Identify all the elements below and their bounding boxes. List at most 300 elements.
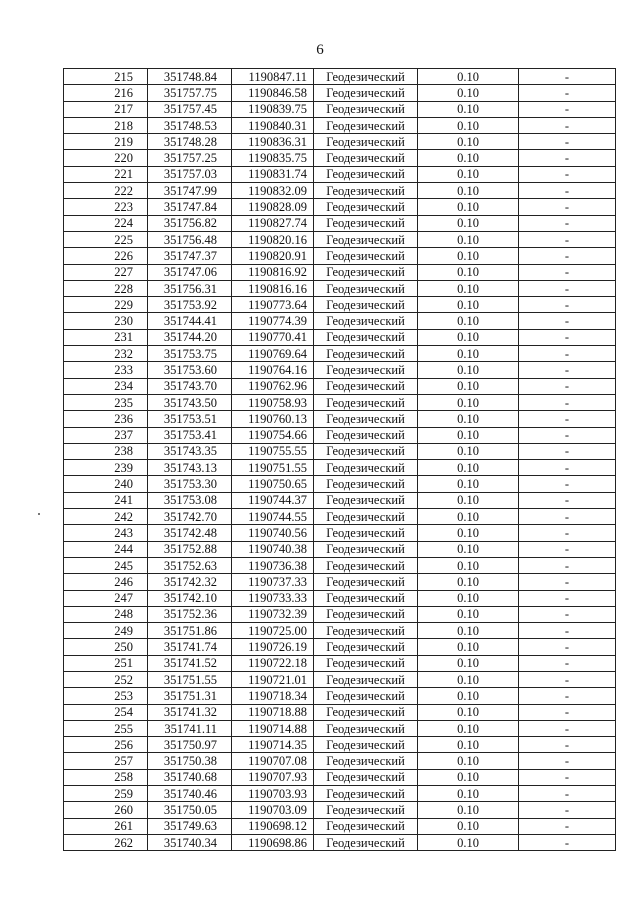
point-number-cell: 237	[64, 427, 148, 443]
accuracy-cell: 0.10	[418, 69, 519, 85]
table-row	[64, 590, 616, 606]
x-coordinate-cell: 351757.03	[148, 166, 232, 182]
accuracy-cell: 0.10	[418, 525, 519, 541]
method-cell: Геодезический	[314, 818, 418, 834]
x-coordinate-cell: 351747.99	[148, 183, 232, 199]
table-row	[64, 85, 616, 101]
table-row	[64, 248, 616, 264]
x-coordinate-cell: 351751.86	[148, 623, 232, 639]
accuracy-cell: 0.10	[418, 362, 519, 378]
y-coordinate-cell: 1190840.31	[232, 117, 314, 133]
x-coordinate-cell: 351740.68	[148, 769, 232, 785]
y-coordinate-cell: 1190764.16	[232, 362, 314, 378]
note-cell: -	[519, 574, 616, 590]
method-cell: Геодезический	[314, 134, 418, 150]
point-number-cell: 256	[64, 737, 148, 753]
accuracy-cell: 0.10	[418, 280, 519, 296]
point-number-cell: 236	[64, 411, 148, 427]
note-cell: -	[519, 134, 616, 150]
y-coordinate-cell: 1190714.35	[232, 737, 314, 753]
x-coordinate-cell: 351751.31	[148, 688, 232, 704]
accuracy-cell: 0.10	[418, 85, 519, 101]
y-coordinate-cell: 1190703.93	[232, 786, 314, 802]
accuracy-cell: 0.10	[418, 704, 519, 720]
y-coordinate-cell: 1190760.13	[232, 411, 314, 427]
y-coordinate-cell: 1190707.93	[232, 769, 314, 785]
x-coordinate-cell: 351743.50	[148, 394, 232, 410]
note-cell: -	[519, 264, 616, 280]
point-number-cell: 251	[64, 655, 148, 671]
x-coordinate-cell: 351740.34	[148, 834, 232, 850]
method-cell: Геодезический	[314, 802, 418, 818]
table-row	[64, 313, 616, 329]
point-number-cell: 243	[64, 525, 148, 541]
note-cell: -	[519, 329, 616, 345]
method-cell: Геодезический	[314, 427, 418, 443]
x-coordinate-cell: 351750.97	[148, 737, 232, 753]
y-coordinate-cell: 1190754.66	[232, 427, 314, 443]
y-coordinate-cell: 1190714.88	[232, 720, 314, 736]
method-cell: Геодезический	[314, 737, 418, 753]
x-coordinate-cell: 351741.74	[148, 639, 232, 655]
accuracy-cell: 0.10	[418, 297, 519, 313]
y-coordinate-cell: 1190762.96	[232, 378, 314, 394]
note-cell: -	[519, 541, 616, 557]
x-coordinate-cell: 351757.25	[148, 150, 232, 166]
method-cell: Геодезический	[314, 704, 418, 720]
accuracy-cell: 0.10	[418, 623, 519, 639]
point-number-cell: 227	[64, 264, 148, 280]
y-coordinate-cell: 1190835.75	[232, 150, 314, 166]
accuracy-cell: 0.10	[418, 590, 519, 606]
note-cell: -	[519, 460, 616, 476]
method-cell: Геодезический	[314, 769, 418, 785]
x-coordinate-cell: 351748.53	[148, 117, 232, 133]
note-cell: -	[519, 688, 616, 704]
y-coordinate-cell: 1190827.74	[232, 215, 314, 231]
note-cell: -	[519, 362, 616, 378]
point-number-cell: 244	[64, 541, 148, 557]
method-cell: Геодезический	[314, 541, 418, 557]
note-cell: -	[519, 378, 616, 394]
method-cell: Геодезический	[314, 623, 418, 639]
x-coordinate-cell: 351744.41	[148, 313, 232, 329]
point-number-cell: 261	[64, 818, 148, 834]
note-cell: -	[519, 818, 616, 834]
method-cell: Геодезический	[314, 199, 418, 215]
table-row	[64, 264, 616, 280]
method-cell: Геодезический	[314, 362, 418, 378]
table-row	[64, 134, 616, 150]
accuracy-cell: 0.10	[418, 411, 519, 427]
point-number-cell: 225	[64, 231, 148, 247]
note-cell: -	[519, 427, 616, 443]
note-cell: -	[519, 231, 616, 247]
point-number-cell: 253	[64, 688, 148, 704]
x-coordinate-cell: 351750.05	[148, 802, 232, 818]
point-number-cell: 232	[64, 346, 148, 362]
x-coordinate-cell: 351743.13	[148, 460, 232, 476]
note-cell: -	[519, 606, 616, 622]
point-number-cell: 229	[64, 297, 148, 313]
y-coordinate-cell: 1190721.01	[232, 671, 314, 687]
note-cell: -	[519, 280, 616, 296]
table-row	[64, 737, 616, 753]
y-coordinate-cell: 1190758.93	[232, 394, 314, 410]
accuracy-cell: 0.10	[418, 394, 519, 410]
table-row	[64, 199, 616, 215]
y-coordinate-cell: 1190832.09	[232, 183, 314, 199]
x-coordinate-cell: 351752.36	[148, 606, 232, 622]
point-number-cell: 235	[64, 394, 148, 410]
method-cell: Геодезический	[314, 590, 418, 606]
accuracy-cell: 0.10	[418, 183, 519, 199]
note-cell: -	[519, 509, 616, 525]
point-number-cell: 255	[64, 720, 148, 736]
point-number-cell: 223	[64, 199, 148, 215]
method-cell: Геодезический	[314, 720, 418, 736]
accuracy-cell: 0.10	[418, 574, 519, 590]
point-number-cell: 250	[64, 639, 148, 655]
point-number-cell: 258	[64, 769, 148, 785]
method-cell: Геодезический	[314, 394, 418, 410]
table-row	[64, 639, 616, 655]
method-cell: Геодезический	[314, 753, 418, 769]
x-coordinate-cell: 351753.51	[148, 411, 232, 427]
y-coordinate-cell: 1190846.58	[232, 85, 314, 101]
note-cell: -	[519, 476, 616, 492]
accuracy-cell: 0.10	[418, 834, 519, 850]
table-row	[64, 362, 616, 378]
table-row	[64, 655, 616, 671]
table-row	[64, 623, 616, 639]
scan-speck	[38, 513, 40, 515]
table-row	[64, 688, 616, 704]
note-cell: -	[519, 215, 616, 231]
table-row	[64, 117, 616, 133]
note-cell: -	[519, 183, 616, 199]
method-cell: Геодезический	[314, 248, 418, 264]
note-cell: -	[519, 557, 616, 573]
note-cell: -	[519, 720, 616, 736]
x-coordinate-cell: 351750.38	[148, 753, 232, 769]
x-coordinate-cell: 351753.92	[148, 297, 232, 313]
x-coordinate-cell: 351741.11	[148, 720, 232, 736]
note-cell: -	[519, 166, 616, 182]
note-cell: -	[519, 671, 616, 687]
note-cell: -	[519, 297, 616, 313]
x-coordinate-cell: 351757.75	[148, 85, 232, 101]
point-number-cell: 219	[64, 134, 148, 150]
point-number-cell: 233	[64, 362, 148, 378]
x-coordinate-cell: 351741.32	[148, 704, 232, 720]
point-number-cell: 222	[64, 183, 148, 199]
table-row	[64, 525, 616, 541]
y-coordinate-cell: 1190836.31	[232, 134, 314, 150]
method-cell: Геодезический	[314, 101, 418, 117]
table-row	[64, 183, 616, 199]
x-coordinate-cell: 351743.70	[148, 378, 232, 394]
note-cell: -	[519, 117, 616, 133]
note-cell: -	[519, 786, 616, 802]
point-number-cell: 226	[64, 248, 148, 264]
note-cell: -	[519, 525, 616, 541]
accuracy-cell: 0.10	[418, 671, 519, 687]
accuracy-cell: 0.10	[418, 460, 519, 476]
accuracy-cell: 0.10	[418, 769, 519, 785]
point-number-cell: 242	[64, 509, 148, 525]
method-cell: Геодезический	[314, 166, 418, 182]
note-cell: -	[519, 69, 616, 85]
point-number-cell: 257	[64, 753, 148, 769]
x-coordinate-cell: 351756.48	[148, 231, 232, 247]
table-row	[64, 574, 616, 590]
accuracy-cell: 0.10	[418, 215, 519, 231]
y-coordinate-cell: 1190722.18	[232, 655, 314, 671]
accuracy-cell: 0.10	[418, 231, 519, 247]
table-row	[64, 101, 616, 117]
x-coordinate-cell: 351753.75	[148, 346, 232, 362]
y-coordinate-cell: 1190737.33	[232, 574, 314, 590]
accuracy-cell: 0.10	[418, 264, 519, 280]
x-coordinate-cell: 351748.28	[148, 134, 232, 150]
x-coordinate-cell: 351753.08	[148, 492, 232, 508]
accuracy-cell: 0.10	[418, 166, 519, 182]
method-cell: Геодезический	[314, 378, 418, 394]
method-cell: Геодезический	[314, 639, 418, 655]
note-cell: -	[519, 704, 616, 720]
x-coordinate-cell: 351753.60	[148, 362, 232, 378]
y-coordinate-cell: 1190736.38	[232, 557, 314, 573]
y-coordinate-cell: 1190847.11	[232, 69, 314, 85]
x-coordinate-cell: 351740.46	[148, 786, 232, 802]
point-number-cell: 249	[64, 623, 148, 639]
table-row	[64, 720, 616, 736]
table-row	[64, 280, 616, 296]
y-coordinate-cell: 1190839.75	[232, 101, 314, 117]
y-coordinate-cell: 1190698.12	[232, 818, 314, 834]
note-cell: -	[519, 753, 616, 769]
note-cell: -	[519, 769, 616, 785]
x-coordinate-cell: 351744.20	[148, 329, 232, 345]
method-cell: Геодезический	[314, 834, 418, 850]
table-row	[64, 411, 616, 427]
page-number: 6	[316, 42, 324, 58]
y-coordinate-cell: 1190718.88	[232, 704, 314, 720]
y-coordinate-cell: 1190816.16	[232, 280, 314, 296]
accuracy-cell: 0.10	[418, 346, 519, 362]
method-cell: Геодезический	[314, 688, 418, 704]
x-coordinate-cell: 351742.48	[148, 525, 232, 541]
table-row	[64, 492, 616, 508]
point-number-cell: 234	[64, 378, 148, 394]
method-cell: Геодезический	[314, 557, 418, 573]
method-cell: Геодезический	[314, 786, 418, 802]
table-row	[64, 69, 616, 85]
accuracy-cell: 0.10	[418, 541, 519, 557]
table-row	[64, 346, 616, 362]
accuracy-cell: 0.10	[418, 134, 519, 150]
x-coordinate-cell: 351748.84	[148, 69, 232, 85]
x-coordinate-cell: 351757.45	[148, 101, 232, 117]
x-coordinate-cell: 351747.84	[148, 199, 232, 215]
table-row	[64, 753, 616, 769]
y-coordinate-cell: 1190726.19	[232, 639, 314, 655]
y-coordinate-cell: 1190750.65	[232, 476, 314, 492]
accuracy-cell: 0.10	[418, 199, 519, 215]
table-row	[64, 557, 616, 573]
note-cell: -	[519, 101, 616, 117]
accuracy-cell: 0.10	[418, 443, 519, 459]
table-row	[64, 150, 616, 166]
y-coordinate-cell: 1190732.39	[232, 606, 314, 622]
accuracy-cell: 0.10	[418, 509, 519, 525]
table-row	[64, 427, 616, 443]
point-number-cell: 216	[64, 85, 148, 101]
accuracy-cell: 0.10	[418, 313, 519, 329]
accuracy-cell: 0.10	[418, 101, 519, 117]
note-cell: -	[519, 655, 616, 671]
y-coordinate-cell: 1190703.09	[232, 802, 314, 818]
y-coordinate-cell: 1190707.08	[232, 753, 314, 769]
accuracy-cell: 0.10	[418, 720, 519, 736]
point-number-cell: 245	[64, 557, 148, 573]
y-coordinate-cell: 1190820.91	[232, 248, 314, 264]
y-coordinate-cell: 1190698.86	[232, 834, 314, 850]
x-coordinate-cell: 351742.32	[148, 574, 232, 590]
accuracy-cell: 0.10	[418, 639, 519, 655]
table-row	[64, 769, 616, 785]
table-row	[64, 443, 616, 459]
method-cell: Геодезический	[314, 280, 418, 296]
point-number-cell: 240	[64, 476, 148, 492]
y-coordinate-cell: 1190740.38	[232, 541, 314, 557]
y-coordinate-cell: 1190755.55	[232, 443, 314, 459]
note-cell: -	[519, 623, 616, 639]
method-cell: Геодезический	[314, 231, 418, 247]
y-coordinate-cell: 1190828.09	[232, 199, 314, 215]
table-row	[64, 704, 616, 720]
table-row	[64, 378, 616, 394]
point-number-cell: 228	[64, 280, 148, 296]
point-number-cell: 247	[64, 590, 148, 606]
method-cell: Геодезический	[314, 476, 418, 492]
accuracy-cell: 0.10	[418, 476, 519, 492]
table-row	[64, 394, 616, 410]
point-number-cell: 260	[64, 802, 148, 818]
method-cell: Геодезический	[314, 297, 418, 313]
y-coordinate-cell: 1190773.64	[232, 297, 314, 313]
x-coordinate-cell: 351743.35	[148, 443, 232, 459]
table-row	[64, 329, 616, 345]
point-number-cell: 238	[64, 443, 148, 459]
x-coordinate-cell: 351751.55	[148, 671, 232, 687]
note-cell: -	[519, 411, 616, 427]
accuracy-cell: 0.10	[418, 557, 519, 573]
accuracy-cell: 0.10	[418, 753, 519, 769]
point-number-cell: 248	[64, 606, 148, 622]
accuracy-cell: 0.10	[418, 655, 519, 671]
x-coordinate-cell: 351753.41	[148, 427, 232, 443]
method-cell: Геодезический	[314, 69, 418, 85]
method-cell: Геодезический	[314, 117, 418, 133]
method-cell: Геодезический	[314, 346, 418, 362]
x-coordinate-cell: 351747.37	[148, 248, 232, 264]
note-cell: -	[519, 737, 616, 753]
accuracy-cell: 0.10	[418, 248, 519, 264]
y-coordinate-cell: 1190725.00	[232, 623, 314, 639]
point-number-cell: 221	[64, 166, 148, 182]
accuracy-cell: 0.10	[418, 688, 519, 704]
method-cell: Геодезический	[314, 150, 418, 166]
method-cell: Геодезический	[314, 525, 418, 541]
y-coordinate-cell: 1190744.55	[232, 509, 314, 525]
method-cell: Геодезический	[314, 460, 418, 476]
y-coordinate-cell: 1190718.34	[232, 688, 314, 704]
method-cell: Геодезический	[314, 443, 418, 459]
table-row	[64, 297, 616, 313]
point-number-cell: 259	[64, 786, 148, 802]
y-coordinate-cell: 1190820.16	[232, 231, 314, 247]
x-coordinate-cell: 351749.63	[148, 818, 232, 834]
table-row	[64, 509, 616, 525]
note-cell: -	[519, 492, 616, 508]
table-body	[64, 69, 616, 851]
y-coordinate-cell: 1190769.64	[232, 346, 314, 362]
method-cell: Геодезический	[314, 411, 418, 427]
method-cell: Геодезический	[314, 606, 418, 622]
point-number-cell: 254	[64, 704, 148, 720]
method-cell: Геодезический	[314, 574, 418, 590]
point-number-cell: 246	[64, 574, 148, 590]
point-number-cell: 230	[64, 313, 148, 329]
table-row	[64, 818, 616, 834]
x-coordinate-cell: 351742.10	[148, 590, 232, 606]
note-cell: -	[519, 590, 616, 606]
x-coordinate-cell: 351747.06	[148, 264, 232, 280]
y-coordinate-cell: 1190733.33	[232, 590, 314, 606]
method-cell: Геодезический	[314, 85, 418, 101]
y-coordinate-cell: 1190770.41	[232, 329, 314, 345]
accuracy-cell: 0.10	[418, 150, 519, 166]
note-cell: -	[519, 802, 616, 818]
point-number-cell: 239	[64, 460, 148, 476]
point-number-cell: 215	[64, 69, 148, 85]
y-coordinate-cell: 1190774.39	[232, 313, 314, 329]
table-row	[64, 671, 616, 687]
x-coordinate-cell: 351756.31	[148, 280, 232, 296]
note-cell: -	[519, 394, 616, 410]
y-coordinate-cell: 1190816.92	[232, 264, 314, 280]
table-row	[64, 606, 616, 622]
table-row	[64, 476, 616, 492]
point-number-cell: 217	[64, 101, 148, 117]
method-cell: Геодезический	[314, 215, 418, 231]
accuracy-cell: 0.10	[418, 606, 519, 622]
x-coordinate-cell: 351741.52	[148, 655, 232, 671]
accuracy-cell: 0.10	[418, 818, 519, 834]
x-coordinate-cell: 351753.30	[148, 476, 232, 492]
method-cell: Геодезический	[314, 264, 418, 280]
table-row	[64, 231, 616, 247]
table-row	[64, 541, 616, 557]
accuracy-cell: 0.10	[418, 427, 519, 443]
accuracy-cell: 0.10	[418, 117, 519, 133]
point-number-cell: 252	[64, 671, 148, 687]
point-number-cell: 231	[64, 329, 148, 345]
accuracy-cell: 0.10	[418, 802, 519, 818]
note-cell: -	[519, 150, 616, 166]
